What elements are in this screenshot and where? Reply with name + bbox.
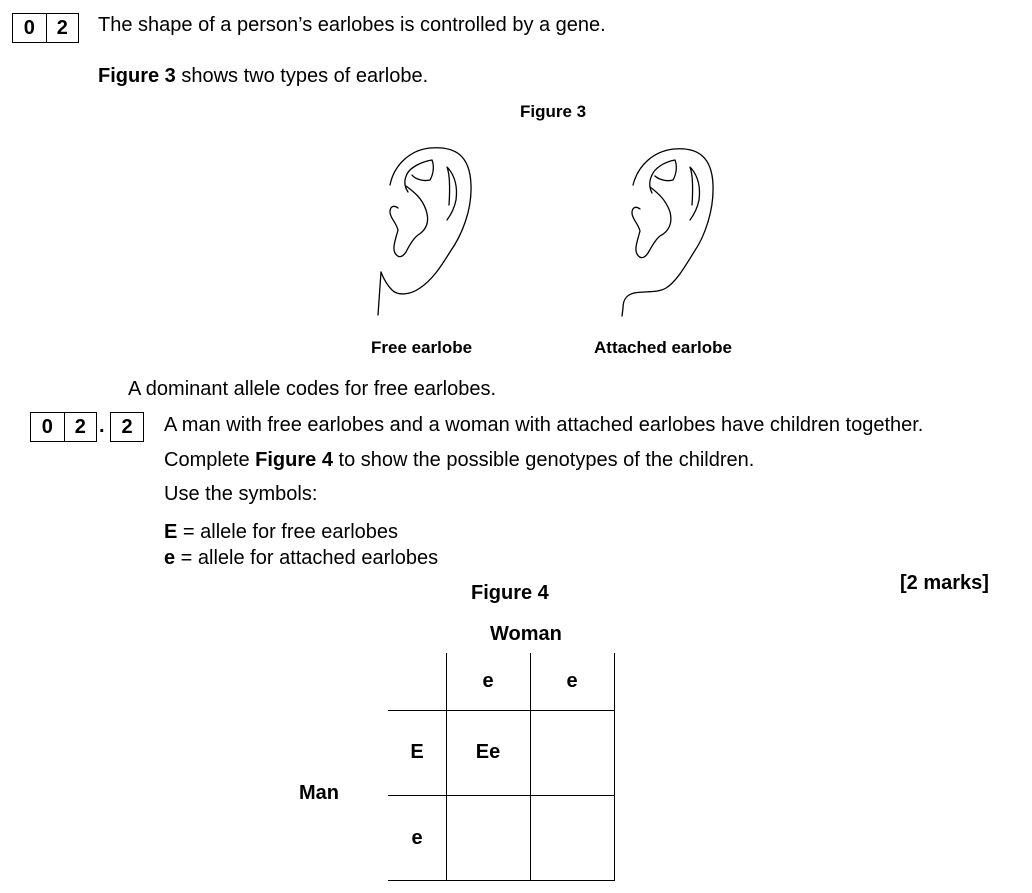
offspring-cell-r2c1[interactable] [446,796,530,880]
woman-allele-2: e [566,670,578,692]
figure3-reference [98,65,428,88]
free-earlobe-label: Free earlobe [371,338,473,357]
free-earlobe-drawing-icon [370,140,490,325]
grid-line [388,880,615,881]
subquestion-line2-text: to show the possible genotypes of the children. [332,449,755,471]
dominant-allele-statement: A dominant allele codes for free earlobes. [128,378,496,400]
man-allele-2: e [411,827,423,849]
figure4-reference-bold: Figure 4 [255,449,333,471]
woman-allele-1: e [482,670,494,692]
symbol-description: = allele for free earlobes [177,521,399,543]
symbol-letter: E [164,521,178,543]
question-intro: The shape of a person’s earlobes is controlled by a gene. [98,14,606,36]
subquestion-number-digit: 2 [64,413,97,441]
man-label: Man [299,782,339,804]
subquestion-separator: . [99,415,105,437]
attached-earlobe-drawing-icon [610,140,730,325]
woman-label: Woman [490,623,562,645]
man-allele-1: E [410,741,424,763]
subquestion-line1: A man with free earlobes and a woman with attached earlobes have children together. [164,414,924,436]
grid-line [614,653,615,881]
subquestion-line3: Use the symbols: [164,483,318,505]
figure3-reference-bold: Figure 3 [98,65,176,87]
subquestion-number-box [30,412,97,442]
figure3-reference-text: shows two types of earlobe. [175,65,429,87]
offspring-cell-r1c2[interactable] [530,711,614,795]
question-number-box [12,13,79,43]
marks-label: [2 marks] [900,572,989,594]
subquestion-line2 [164,449,754,472]
offspring-cell-r2c2[interactable] [530,796,614,880]
question-number-digit: 0 [23,16,35,39]
offspring-cell-r1c1[interactable]: Ee [475,741,501,763]
subquestion-part-digit: 2 [121,415,133,438]
figure4-title: Figure 4 [471,582,549,604]
question-number-digit: 2 [46,14,79,42]
subquestion-number-digit: 0 [41,415,53,438]
subquestion-line2-text: Complete [164,449,256,471]
symbol-description: = allele for attached earlobes [175,547,439,569]
symbol-letter: e [164,547,176,569]
figure3-title: Figure 3 [520,102,587,121]
subquestion-part-box [110,412,144,442]
attached-earlobe-label: Attached earlobe [594,338,732,357]
symbol-definition-recessive [164,547,438,570]
symbol-definition-dominant [164,521,398,544]
